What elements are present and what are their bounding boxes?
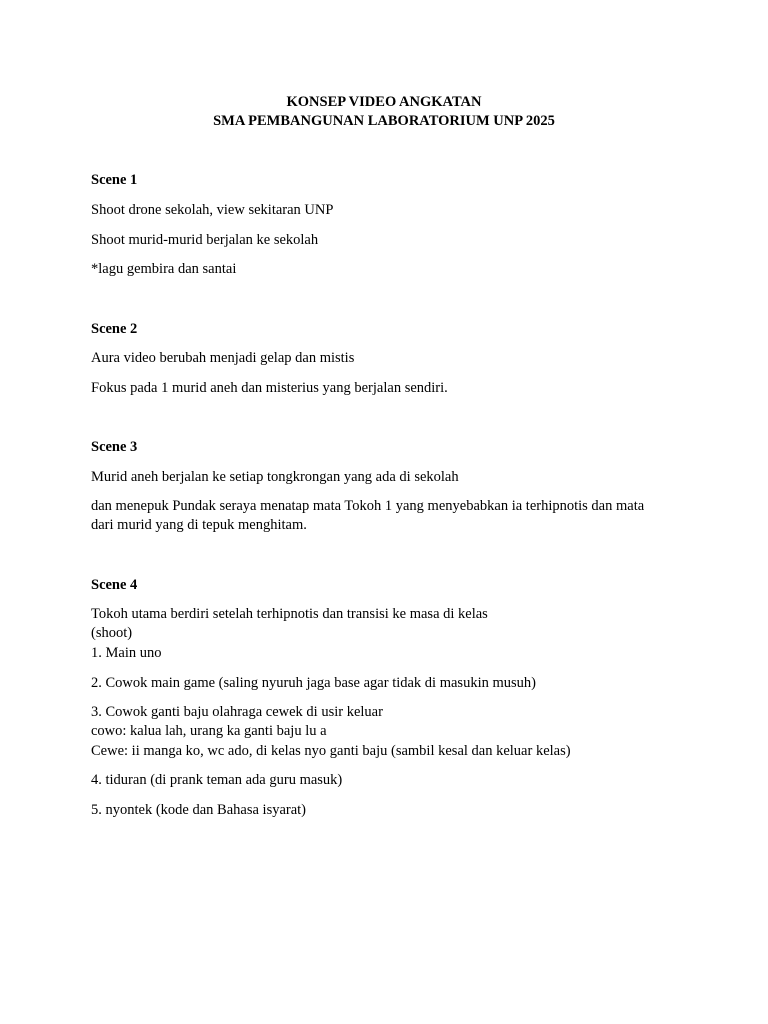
scene-1-line: *lagu gembira dan santai: [91, 261, 237, 277]
scene-3-heading: Scene 3: [91, 439, 138, 455]
scene-4-list-item: 4. tiduran (di prank teman ada guru masuk): [91, 772, 343, 788]
scene-4-dialogue-line: Cewe: ii manga ko, wc ado, di kelas nyo ganti baju (sambil kesal dan keluar kelas): [91, 743, 571, 759]
scene-1-line: Shoot murid-murid berjalan ke sekolah: [91, 232, 319, 248]
scene-4-dialogue-line: cowo: kalua lah, urang ka ganti baju lu a: [91, 723, 327, 739]
scene-2-heading: Scene 2: [91, 321, 138, 337]
scene-4-list-item: 1. Main uno: [91, 645, 162, 661]
scene-4-list-item: 3. Cowok ganti baju olahraga cewek di usir keluar: [91, 704, 383, 720]
scene-3-line: dari murid yang di tepuk menghitam.: [91, 517, 307, 533]
scene-4-heading: Scene 4: [91, 577, 138, 593]
scene-4-line: Tokoh utama berdiri setelah terhipnotis dan transisi ke masa di kelas: [91, 606, 488, 622]
scene-4-list-item: 5. nyontek (kode dan Bahasa isyarat): [91, 802, 307, 818]
scene-3-line: dan menepuk Pundak seraya menatap mata Tokoh 1 yang menyebabkan ia terhipnotis dan mata: [91, 498, 645, 514]
scene-1-heading: Scene 1: [91, 172, 138, 188]
scene-4-list-item: 2. Cowok main game (saling nyuruh jaga base agar tidak di masukin musuh): [91, 675, 536, 691]
scene-1-line: Shoot drone sekolah, view sekitaran UNP: [91, 202, 334, 218]
scene-3-line: Murid aneh berjalan ke setiap tongkrongan yang ada di sekolah: [91, 469, 459, 485]
document-subtitle: SMA PEMBANGUNAN LABORATORIUM UNP 2025: [213, 113, 555, 129]
scene-2-line: Aura video berubah menjadi gelap dan mistis: [91, 350, 355, 366]
scene-4-line: (shoot): [91, 625, 133, 641]
document-title: KONSEP VIDEO ANGKATAN: [286, 94, 482, 110]
scene-2-line: Fokus pada 1 murid aneh dan misterius yang berjalan sendiri.: [91, 380, 448, 396]
